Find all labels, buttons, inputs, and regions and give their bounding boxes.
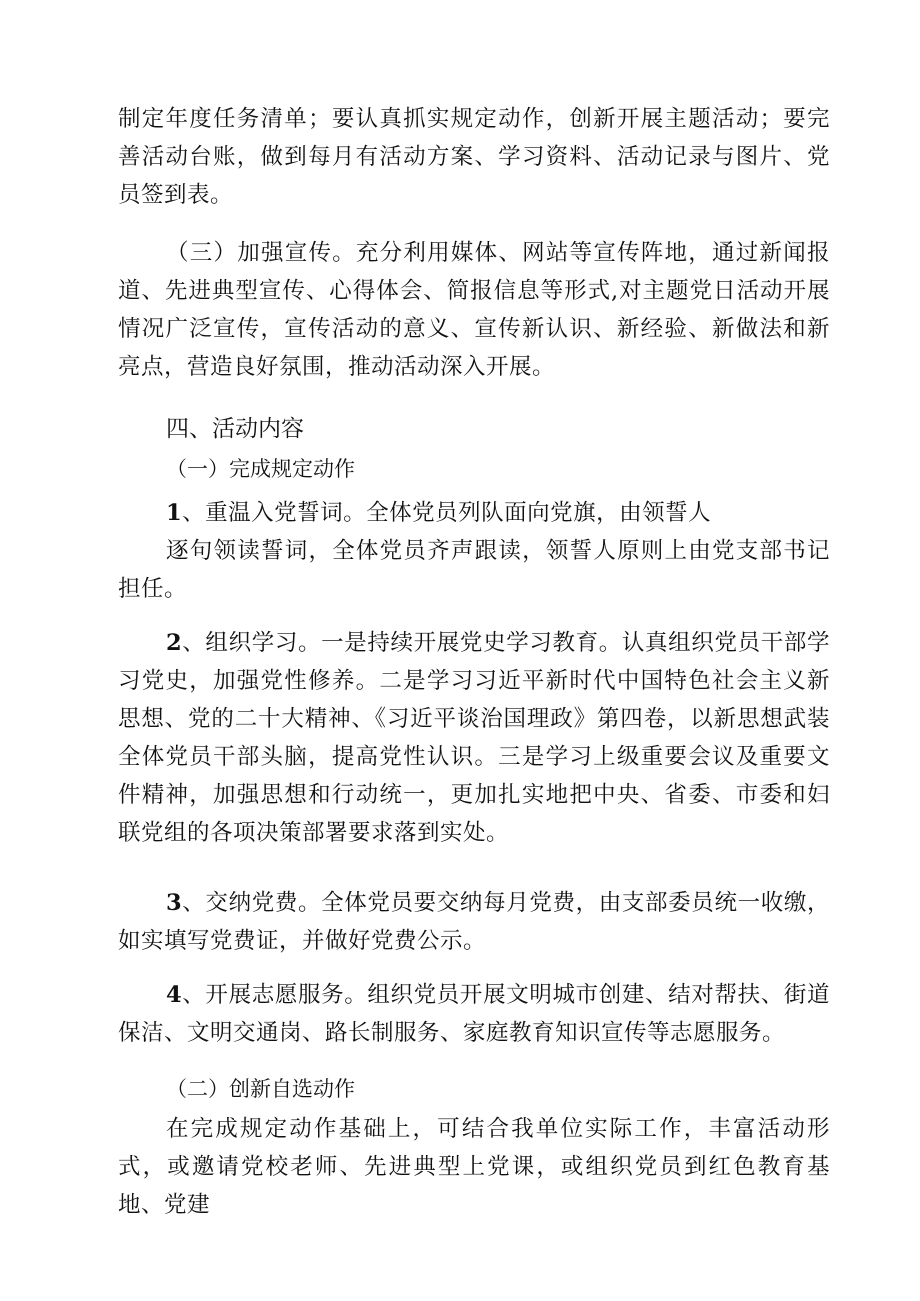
paragraph-strengthen-publicity: （三）加强宣传。充分利用媒体、网站等宣传阵地，通过新闻报道、先进典型宣传、心得体会、简报信息等形式,对主题党日活动开展情况广泛宣传，宣传活动的意义、宣传新认识、新经验、新做法和新亮点，营造良好氛围，推动活动深入开展。	[118, 240, 830, 380]
list-item-study	[118, 624, 830, 852]
list-item-volunteer-service	[118, 976, 830, 1052]
list-item-oath-first-line	[118, 494, 830, 532]
list-item-party-dues	[118, 884, 830, 960]
item-text: 、重温入党誓词。全体党员列队面向党旗，由领誓人	[182, 500, 712, 526]
item-number: 4	[166, 982, 183, 1008]
item-text: 、开展志愿服务。组织党员开展文明城市创建、结对帮扶、街道保洁、文明交通岗、路长制服务、家庭教育知识宣传等志愿服务。	[118, 982, 830, 1046]
list-item-oath	[118, 494, 830, 608]
item-text: 、组织学习。一是持续开展党史学习教育。认真组织党员干部学习党史，加强党性修养。二是学习习近平新时代中国特色社会主义新思想、党的二十大精神、《习近平谈治国理政》第四卷，以新思想武装全体党员干部头脑，提高党性认识。三是学习上级重要会议及重要文件精神，加强思想和行动统一，更加扎实地把中央、省委、市委和妇联党组的各项决策部署要求落到实处。	[118, 630, 830, 846]
subheading-required-actions: （一）完成规定动作	[166, 457, 355, 481]
item-number: 1	[166, 500, 183, 526]
subheading-optional-actions: （二）创新自选动作	[166, 1077, 355, 1101]
item-number: 3	[166, 890, 183, 916]
item-number: 2	[166, 630, 183, 656]
section-heading-activity-content: 四、活动内容	[166, 416, 304, 442]
item-text: 、交纳党费。全体党员要交纳每月党费，由支部委员统一收缴，如实填写党费证，并做好党费公示。	[118, 890, 830, 954]
paragraph-optional-actions: 在完成规定动作基础上，可结合我单位实际工作，丰富活动形式，或邀请党校老师、先进典型上党课，或组织党员到红色教育基地、党建	[118, 1116, 830, 1218]
list-item-oath-rest: 逐句领读誓词，全体党员齐声跟读，领誓人原则上由党支部书记担任。	[118, 538, 830, 602]
paragraph-task-list: 制定年度任务清单；要认真抓实规定动作，创新开展主题活动；要完善活动台账，做到每月有活动方案、学习资料、活动记录与图片、党员签到表。	[118, 106, 830, 208]
